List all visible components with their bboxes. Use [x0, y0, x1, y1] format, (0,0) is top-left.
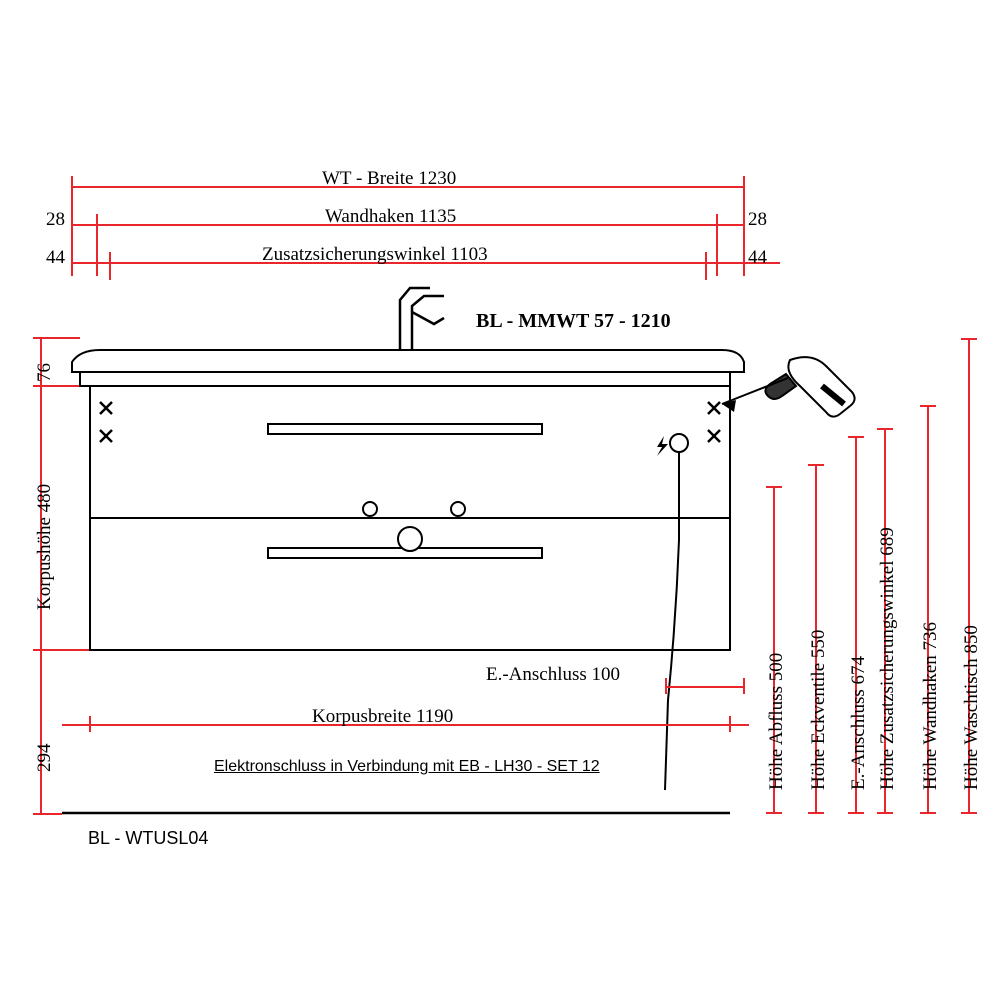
dim-line-e-anschluss	[666, 686, 744, 688]
dim-tick	[920, 405, 936, 407]
dim-tick	[766, 486, 782, 488]
label-offset-right-28: 28	[748, 209, 767, 230]
label-e-anschluss-hoehe: E.-Anschluss 674	[848, 655, 869, 790]
dim-extension-line	[38, 813, 62, 815]
label-hoehe-eckventile: Höhe Eckventile 550	[808, 629, 829, 790]
dim-tick	[808, 464, 824, 466]
label-hoehe-76: 76	[34, 363, 55, 382]
label-korpusbreite: Korpusbreite 1190	[312, 706, 454, 727]
label-offset-left-44: 44	[46, 247, 65, 268]
dim-tick	[961, 338, 977, 340]
dim-extension-line	[38, 385, 80, 387]
label-offset-right-44: 44	[748, 247, 767, 268]
dim-extension-line	[705, 252, 707, 280]
dim-tick	[665, 678, 667, 694]
label-hoehe-abfluss: Höhe Abfluss 500	[766, 652, 787, 790]
dim-extension-line	[716, 214, 718, 276]
dim-extension-line	[38, 337, 80, 339]
dim-line-294	[40, 650, 42, 814]
label-drawing-title: BL - MMWT 57 - 1210	[476, 310, 671, 332]
label-wandhaken: Wandhaken 1135	[325, 206, 457, 227]
dim-extension-line	[71, 176, 73, 276]
label-wt-breite: WT - Breite 1230	[322, 168, 457, 189]
label-sockel-294: 294	[34, 743, 55, 772]
label-e-anschluss: E.-Anschluss 100	[486, 664, 621, 685]
dim-extension-line	[62, 724, 92, 726]
label-hoehe-wandhaken: Höhe Wandhaken 736	[920, 621, 941, 790]
dim-tick	[848, 436, 864, 438]
dim-extension-line	[96, 214, 98, 276]
dim-line-offset-right-28	[716, 224, 744, 226]
label-hoehe-waschtisch: Höhe Waschtisch 850	[961, 625, 982, 790]
dim-tick	[920, 812, 936, 814]
dim-tick	[877, 812, 893, 814]
dim-extension-line	[743, 176, 745, 276]
dim-tick	[961, 812, 977, 814]
label-offset-left-28: 28	[46, 209, 65, 230]
dim-tick	[877, 428, 893, 430]
label-electrical-note: Elektronschluss in Verbindung mit EB - LH30 - SET 12	[214, 758, 600, 775]
dim-extension-line	[729, 724, 749, 726]
dim-extension-line	[38, 649, 90, 651]
dim-extension-line	[109, 252, 111, 280]
dim-tick	[743, 678, 745, 694]
label-hoehe-zusatzsicherungswinkel: Höhe Zusatzsicherungswinkel 689	[877, 527, 898, 790]
label-model: BL - WTUSL04	[88, 828, 209, 848]
label-korpushoehe: Korpushöhe 480	[34, 483, 55, 610]
dim-tick	[808, 812, 824, 814]
dim-line-offset-left-28	[72, 224, 98, 226]
dim-line-offset-left-44	[72, 262, 110, 264]
label-zusatzsicherungswinkel: Zusatzsicherungswinkel 1103	[262, 244, 488, 265]
dim-tick	[848, 812, 864, 814]
dim-tick	[766, 812, 782, 814]
